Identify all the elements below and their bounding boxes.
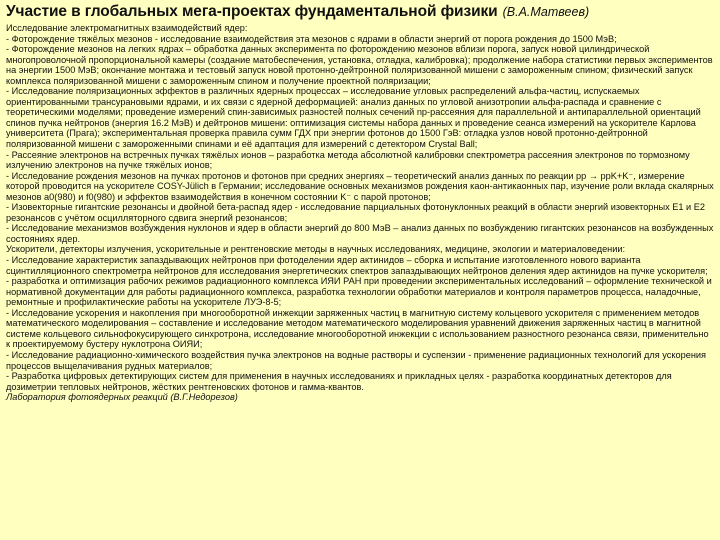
slide-title: [6, 2, 714, 22]
title-text: Участие в глобальных мега-проектах фундаментальной физики: [6, 3, 498, 20]
paragraph: - Исследование радиационно-химического воздействия пучка электронов на водные растворы и суспензии - применение радиационных технологий для ускорения процессов выщелачивания рудных материалов;: [6, 349, 707, 371]
paragraph: - Фоторождение тяжёлых мезонов - исследование взаимодействия эта мезонов с ядрами в области энергий от порога рождения до 1500 МэВ;: [6, 33, 617, 44]
paragraph: - Исследование характеристик запаздывающих нейтронов при фотоделении ядер актинидов – сборка и испытание изготовленного нового варианта сцинтилляционного спектрометра нейтронов для исследования энергетических спектров запаздывающих нейтронов деления ядер актинидов на пучке ускорителя;: [6, 255, 708, 276]
paragraph: - Рассеяние электронов на встречных пучках тяжёлых ионов – разработка метода абсолютной калибровки спектрометра рассеяния электронов по тормозному излучению электронов на пучке тяжёлых ионов;: [6, 149, 690, 171]
slide-body: [6, 23, 714, 403]
paragraph: - Изовекторные гигантские резонансы и двойной бета-распад ядер - исследование парциальных фотонуклонных реакций в области энергий изовекторных Е1 и Е2 резонансов с учётом осцилляторного сдвига энергий резонансов;: [6, 202, 705, 223]
paragraph: Исследование электромагнитных взаимодействий ядер:: [6, 23, 248, 33]
closing-line: Лаборатория фотоядерных реакций (В.Г.Недорезов): [6, 392, 238, 403]
paragraph: - Разработка цифровых детектирующих систем для применения в научных исследованиях и прикладных целях - разработка координатных детекторов для дозиметрии тепловых нейтронов, жёстких рентгеновских фотонов и гамма-квантов.: [6, 371, 672, 392]
paragraph: - разработка и оптимизация рабочих режимов радиационного комплекса ИЯИ РАН при проведении экспериментальных исследований – оформление технической и нормативной документации для работы радиационного комплекса, разработка технологии обработки материалов и контроля параметров процесса, наладочные, ремонтные и профилактические работы на ускорителе ЛУЭ-8-5;: [6, 276, 712, 308]
paragraph: Ускорители, детекторы излучения, ускорительные и рентгеновские методы в научных исследованиях, медицине, экологии и материаловедении:: [6, 244, 626, 255]
title-author: (В.А.Матвеев): [502, 5, 590, 19]
paragraph: - Фоторождение мезонов на легких ядрах – обработка данных эксперимента по фоторождению мезонов вблизи порога, запуск новой цилиндрической многопроволочной пропорциональной камеры (создание матобеспечения, установка, отладка, калибровка); продолжение набора статистики первых экспериментов на энергии 1500 МэВ; окончание монтажа и тестовый запуск новой протонно-дейтронной поляризованной мишени с замороженным спином; физический запуск комплекса поляризованной мишени с замороженным спином и получение проектной поляризации;: [6, 44, 713, 86]
paragraph: - Исследование ускорения и накопления при многооборотной инжекции заряженных частиц в магнитную систему кольцевого ускорителя с применением методов математического моделирования – составление и исследование методом математического моделирования уравнений движения заряженных частиц в магнитной системе кольцевого сильнофокусирующего синхротрона, исследование многооборотной инжекции с использованием разностного резонанса связи, применительно к проектируемому бустеру нуклотрона ОИЯИ;: [6, 307, 709, 350]
paragraph: - Исследование рождения мезонов на пучках протонов и фотонов при средних энергиях – теоретический анализ данных по реакции pp → ppK+K⁻, измерение которой проводится на ускорителе COSY-Jülich в Германии; исследование основных механизмов рождения каон-антикаонных пар, изучение роли вклада скалярных мезонов a0(980) и f0(980) и эффектов взаимодействия в конечном состоянии K⁻ с парой протонов;: [6, 170, 714, 202]
paragraph: - Исследование механизмов возбуждения нуклонов и ядер в области энергий до 800 МэВ – анализ данных по возбуждению гигантских резонансов на возбужденных состояниях ядер.: [6, 223, 714, 244]
paragraph: - Исследование поляризационных эффектов в различных ядерных процессах – исследование угловых распределений альфа-частиц, испускаемых ориентированными трансурановыми ядрами, и их связи с ядерной деформацией: анализ данных по угловой анизотропии альфа-распада и сравнение с теоретическими моделями; проведение измерений спин-зависимых разностей полных сечений np-рассеяния для параллельной и антипараллельной ориентаций спинов пучка нейтронов (энергия 16.2 МэВ) и дейтронов мишени: оптимизация системы набора данных и проведение сеанса измерений на ускорителе Карлова университета (Прага); экспериментальная проверка правила сумм ГДХ при энергии фотонов до 1500 ГэВ: отладка узлов новой протонно-дейтронной поляризованной мишени с замороженными спинами и её адаптация для измерений с детектором Crystal Ball;: [6, 86, 701, 150]
